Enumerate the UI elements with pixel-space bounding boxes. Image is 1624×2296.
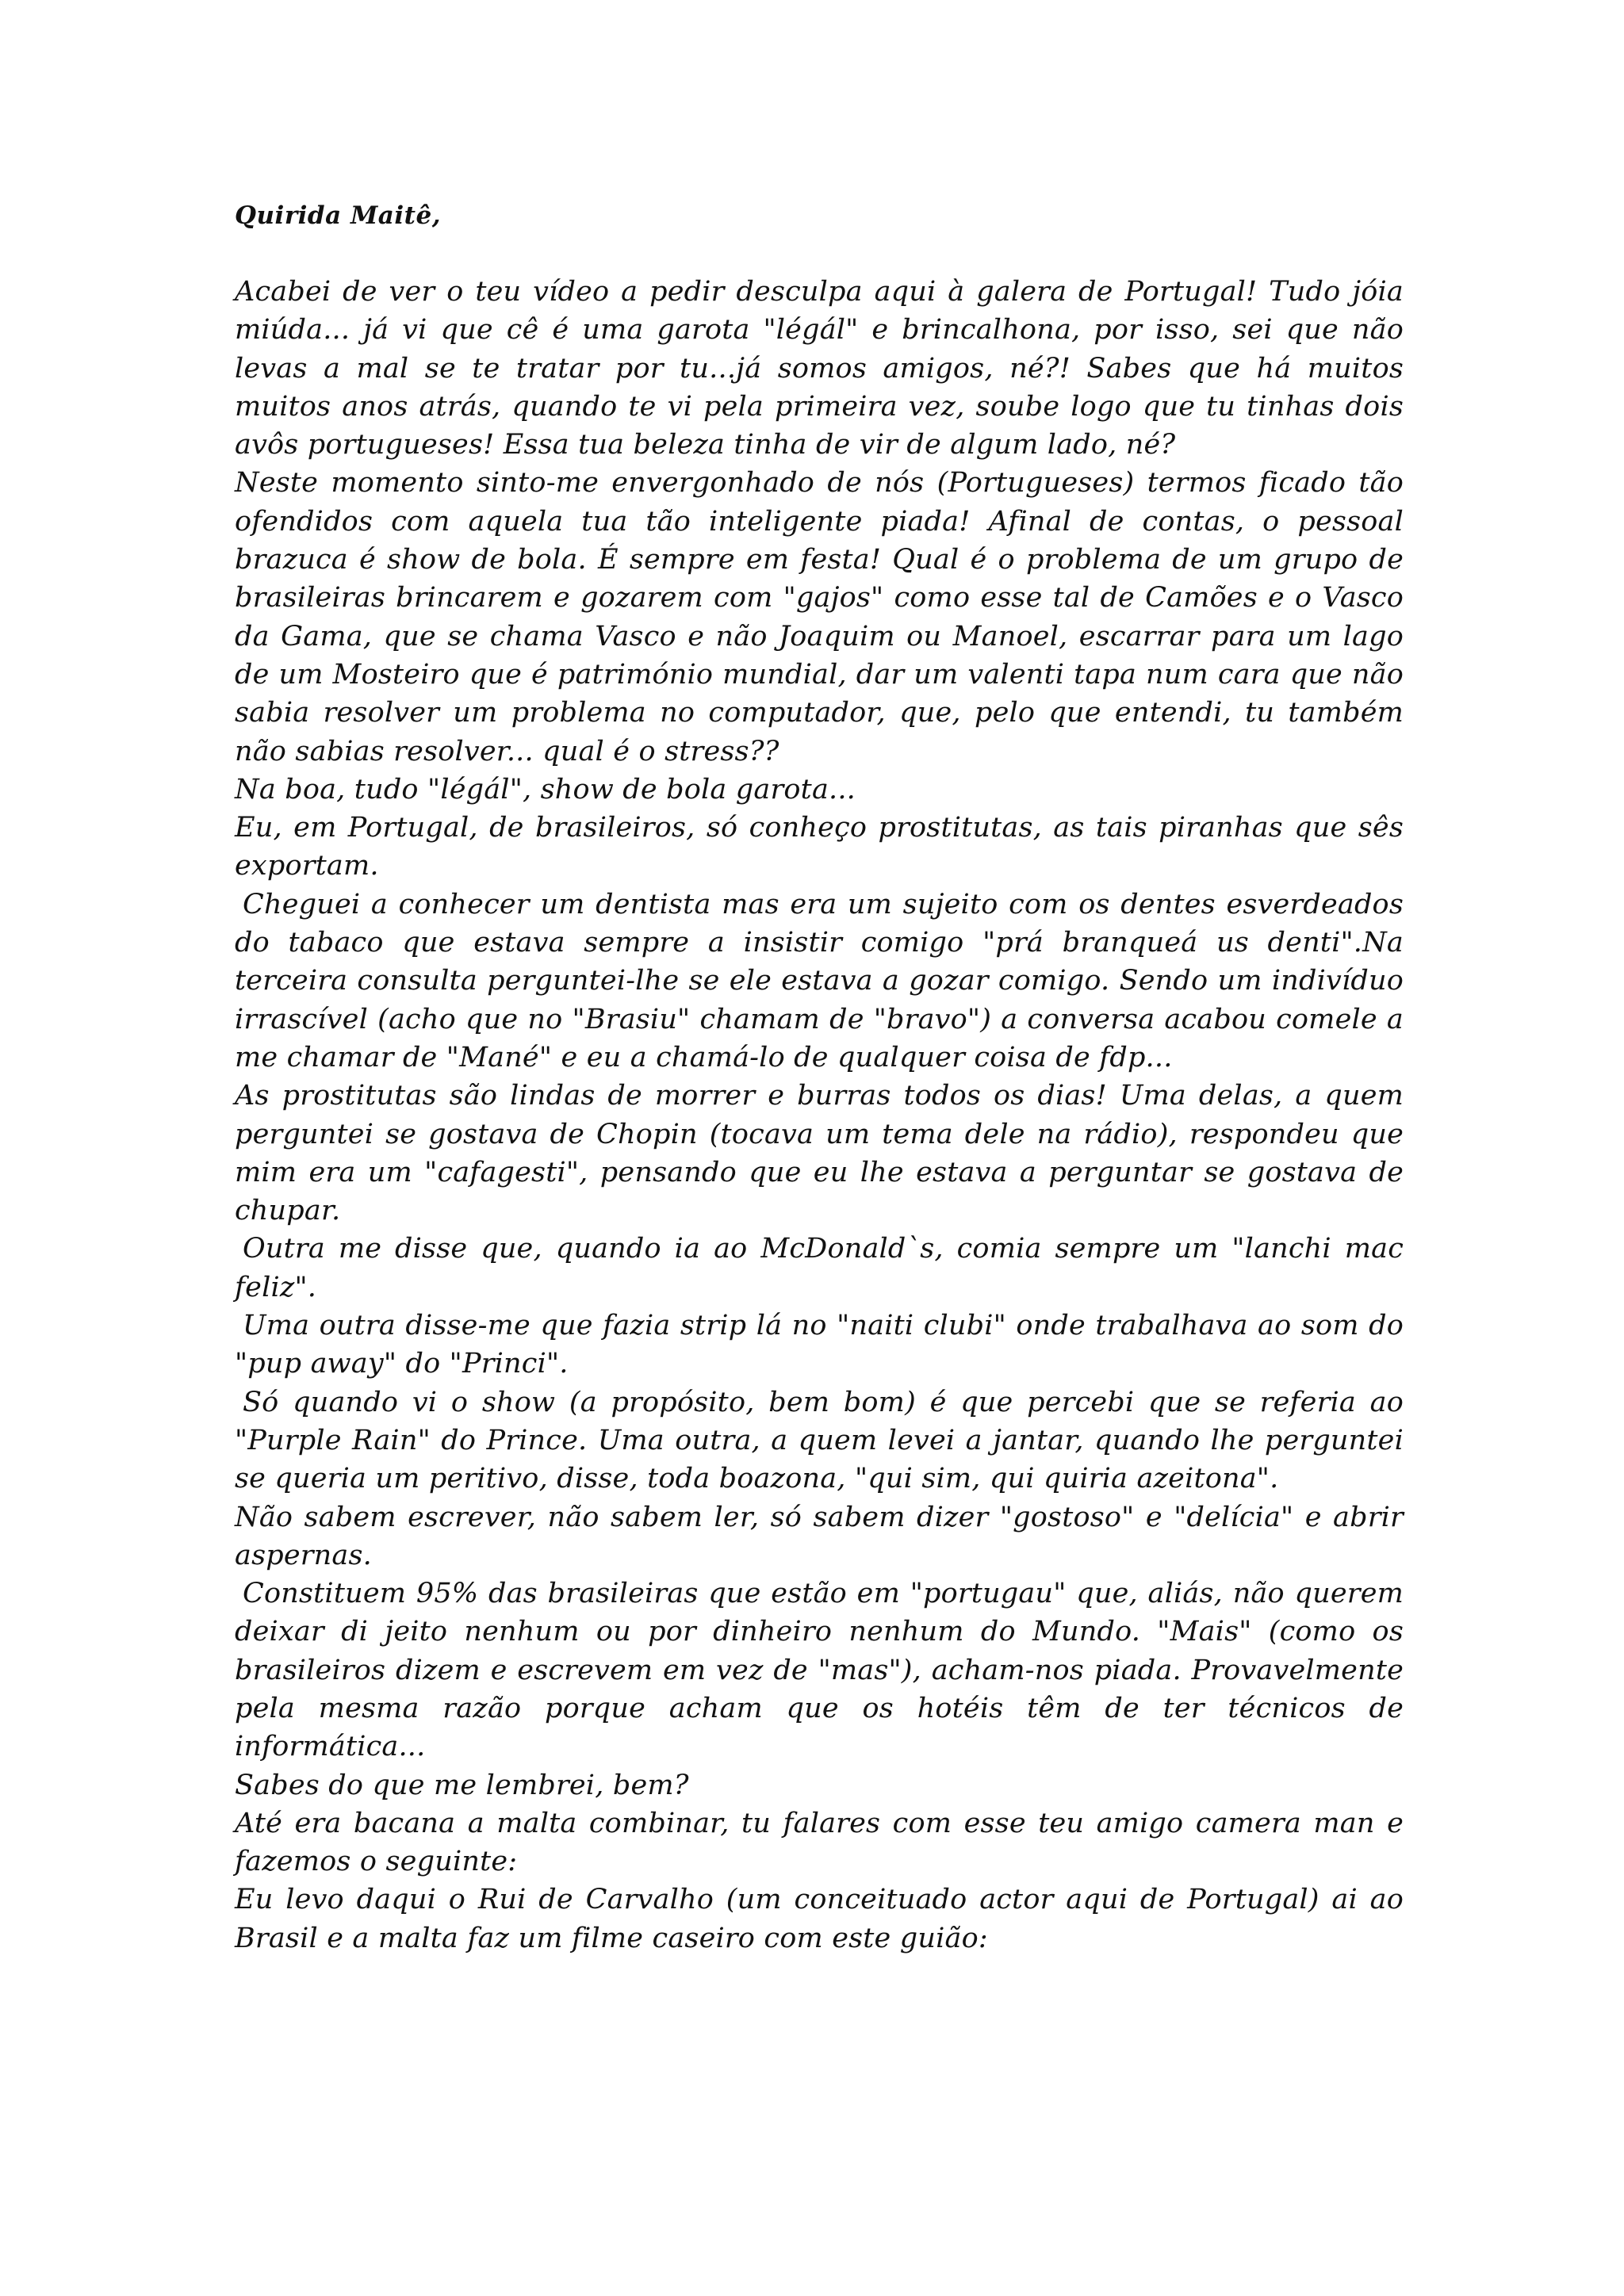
paragraph-14: Eu levo daqui o Rui de Carvalho (um conceituado actor aqui de Portugal) ai ao Brasil e a malta faz um filme caseiro com este guião: bbox=[235, 1884, 1404, 1954]
paragraph-12: Sabes do que me lembrei, bem? bbox=[235, 1769, 689, 1801]
paragraph-9: Só quando vi o show (a propósito, bem bom) é que percebi que se referia ao "Purple Rain" do Prince. Uma outra, a quem levei a jantar, quando lhe perguntei se queria um peritivo, disse, toda boazona, "qui sim, qui quiria azeitona". bbox=[235, 1386, 1404, 1495]
paragraph-3: Na boa, tudo "légál", show de bola garota... bbox=[235, 773, 856, 806]
paragraph-1: Acabei de ver o teu vídeo a pedir desculpa aqui à galera de Portugal! Tudo jóia miúda... já vi que cê é uma garota "légál" e brincalhona, por isso, sei que não levas a mal se te tratar por tu...já somos amigos, né?! Sabes que há muitos muitos anos atrás, quando te vi pela primeira vez, soube logo que tu tinhas dois avôs portugueses! Essa tua beleza tinha de vir de algum lado, né? bbox=[235, 276, 1404, 461]
paragraph-8: Uma outra disse-me que fazia strip lá no "naiti clubi" onde trabalhava ao som do "pup away" do "Princi". bbox=[235, 1310, 1404, 1380]
paragraph-2: Neste momento sinto-me envergonhado de nós (Portugueses) termos ficado tão ofendidos com aquela tua tão inteligente piada! Afinal de contas, o pessoal brazuca é show de bola. É sempre em festa! Qual é o problema de um grupo de brasileiras brincarem e gozarem com "gajos" como esse tal de Camões e o Vasco da Gama, que se chama Vasco e não Joaquim ou Manoel, escarrar para um lago de um Mosteiro que é património mundial, dar um valenti tapa num cara que não sabia resolver um problema no computador, que, pelo que entendi, tu também não sabias resolver... qual é o stress?? bbox=[235, 467, 1404, 767]
paragraph-10: Não sabem escrever, não sabem ler, só sabem dizer "gostoso" e "delícia" e abrir aspernas. bbox=[235, 1501, 1404, 1571]
paragraph-5: Cheguei a conhecer um dentista mas era um sujeito com os dentes esverdeados do tabaco que estava sempre a insistir comigo "prá branqueá us denti".Na terceira consulta perguntei-lhe se ele estava a gozar comigo. Sendo um indivíduo irrascível (acho que no "Brasiu" chamam de "bravo") a conversa acabou comele a me chamar de "Mané" e eu a chamá-lo de qualquer coisa de fdp... bbox=[235, 888, 1404, 1073]
paragraph-4: Eu, em Portugal, de brasileiros, só conheço prostitutas, as tais piranhas que sês exportam. bbox=[235, 812, 1404, 882]
paragraph-7: Outra me disse que, quando ia ao McDonald`s, comia sempre um "lanchi mac feliz". bbox=[235, 1233, 1404, 1303]
letter-body bbox=[235, 197, 1404, 1957]
paragraph-6: As prostitutas são lindas de morrer e burras todos os dias! Uma delas, a quem perguntei se gostava de Chopin (tocava um tema dele na rádio), respondeu que mim era um "cafagesti", pensando que eu lhe estava a perguntar se gostava de chupar. bbox=[235, 1080, 1404, 1227]
salutation: Quirida Maitê, bbox=[235, 201, 441, 230]
paragraph-13: Até era bacana a malta combinar, tu falares com esse teu amigo camera man e fazemos o seguinte: bbox=[235, 1807, 1404, 1878]
paragraph-11: Constituem 95% das brasileiras que estão em "portugau" que, aliás, não querem deixar di jeito nenhum ou por dinheiro nenhum do Mundo. "Mais" (como os brasileiros dizem e escrevem em vez de "mas"), acham-nos piada. Provavelmente pela mesma razão porque acham que os hotéis têm de ter técnicos de informática... bbox=[235, 1578, 1404, 1763]
